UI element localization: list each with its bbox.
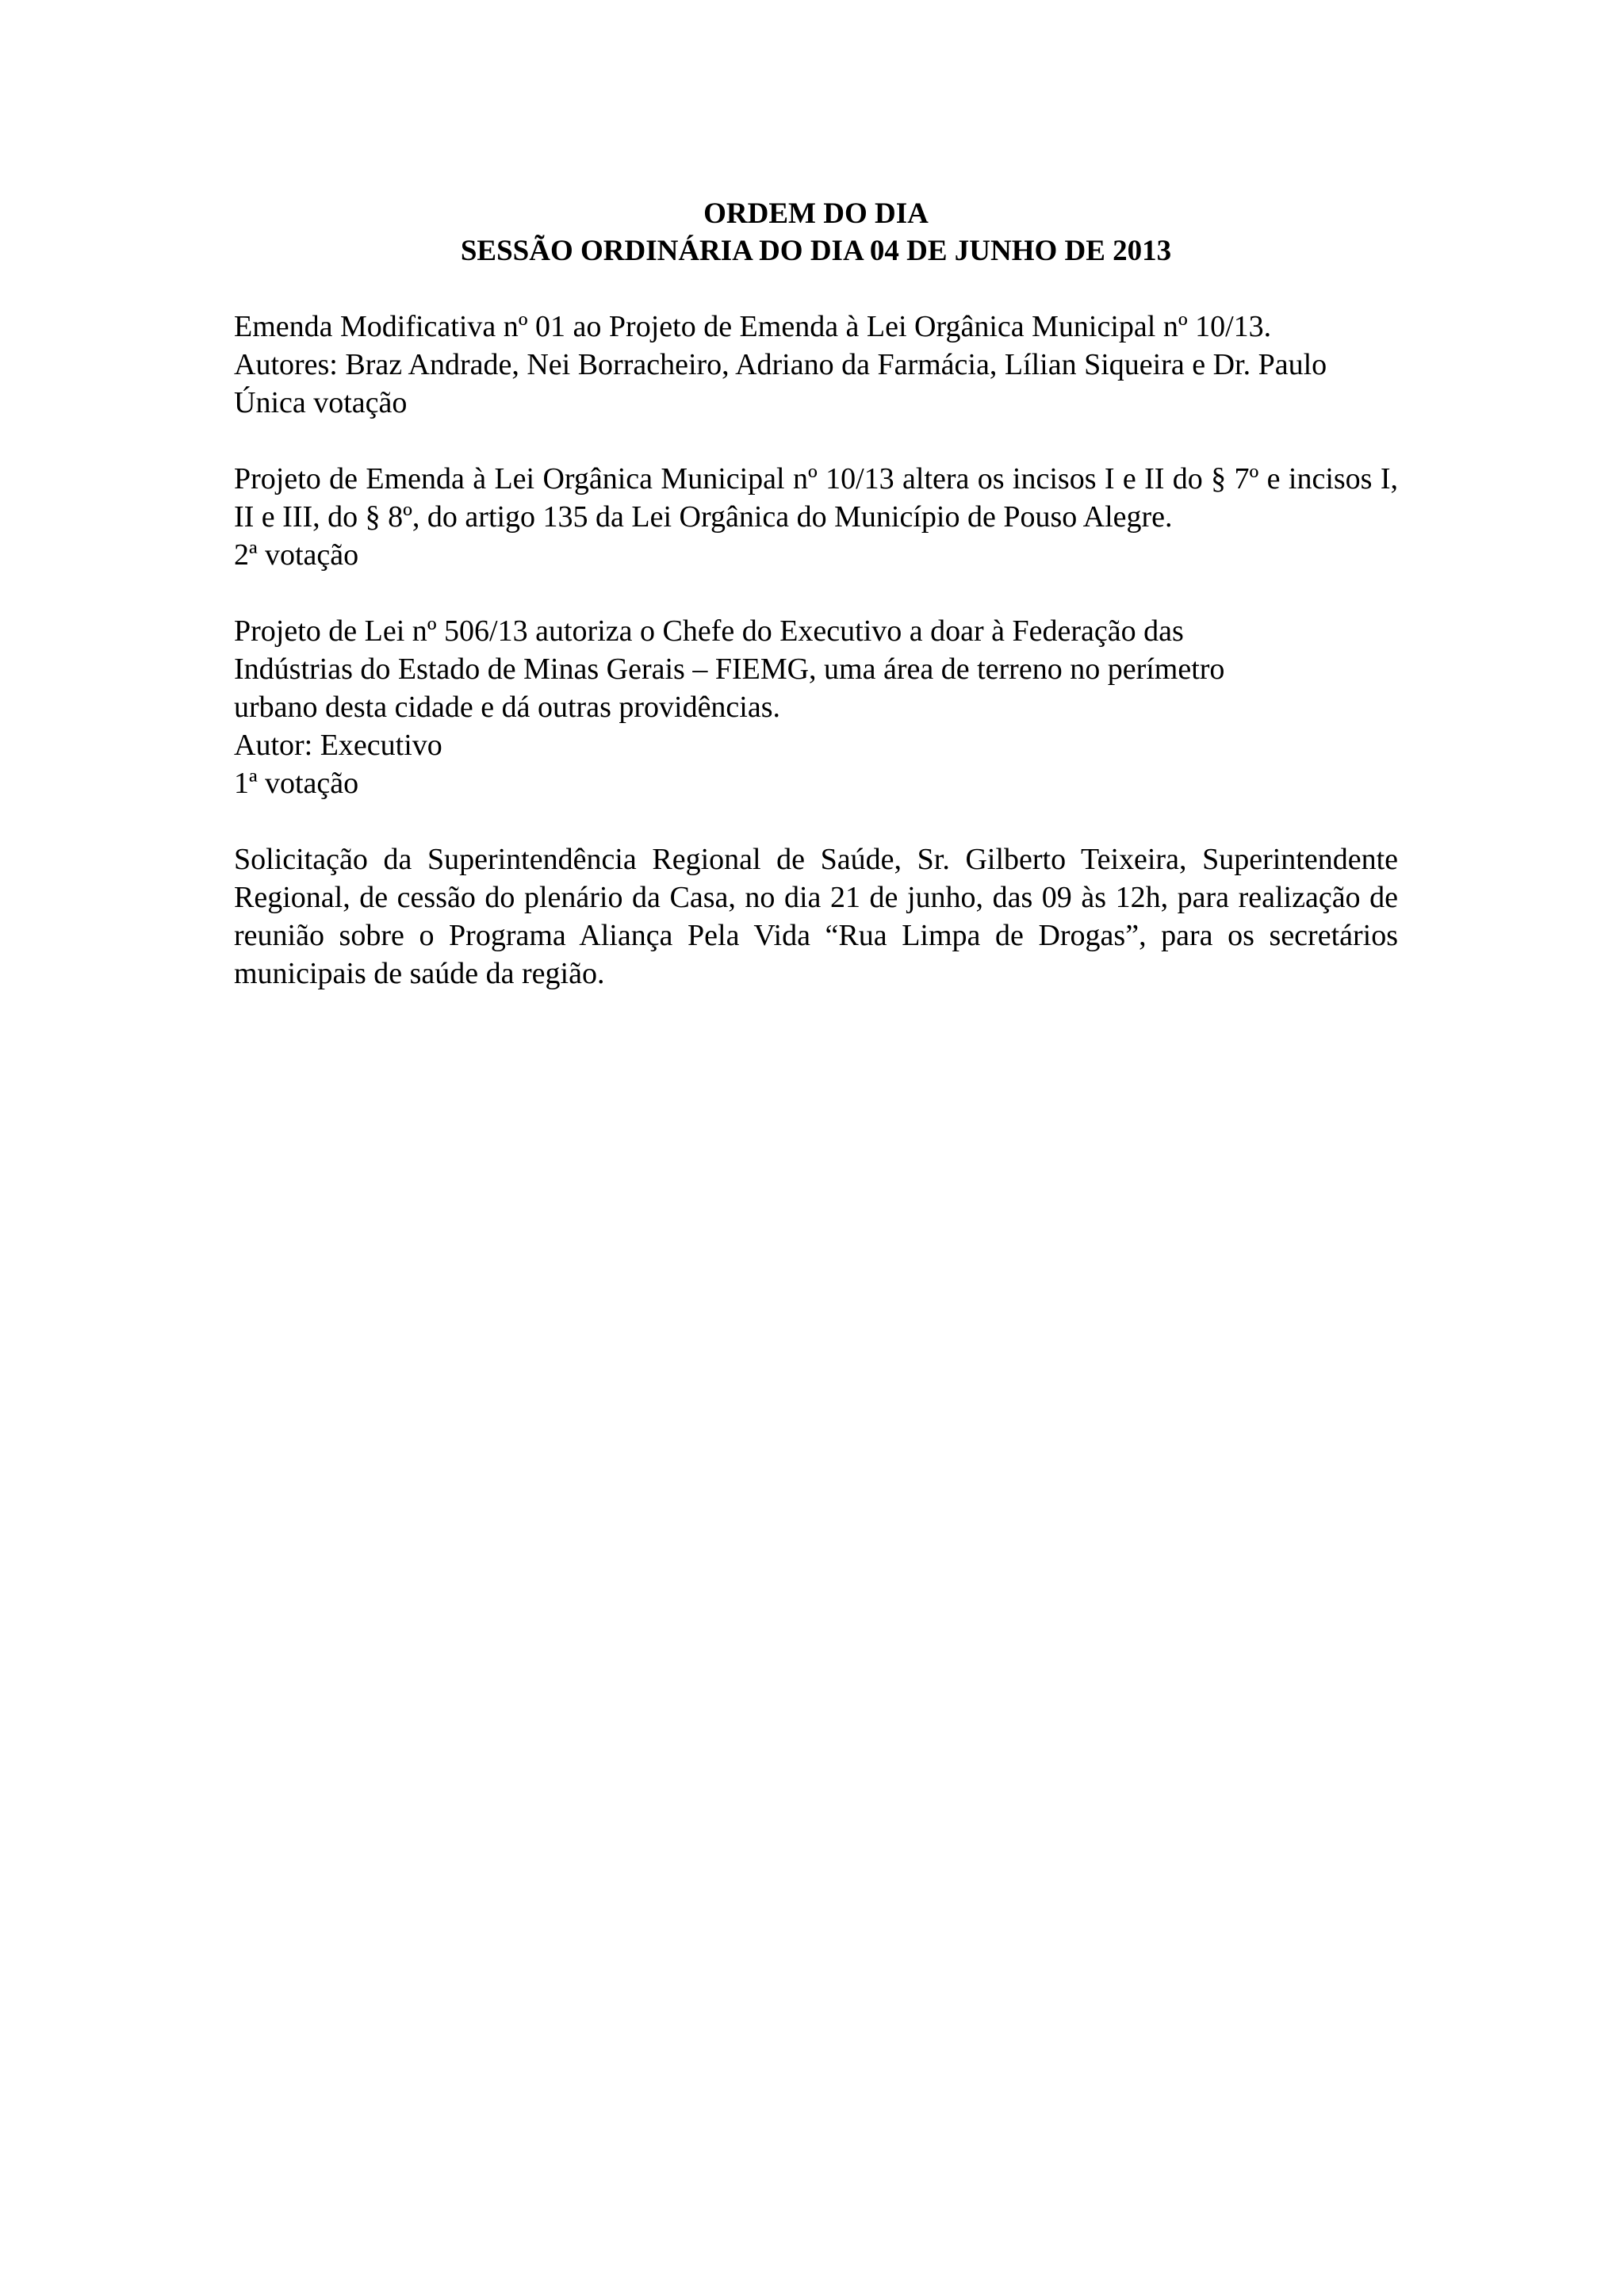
document-heading — [234, 195, 1398, 270]
agenda-item-2 — [234, 460, 1398, 574]
agenda-item-1 — [234, 308, 1398, 422]
agenda-item-1-authors: Autores: Braz Andrade, Nei Borracheiro, Adriano da Farmácia, Lílian Siqueira e Dr. Paulo — [234, 348, 1327, 381]
document-content — [234, 195, 1398, 993]
document-subtitle: SESSÃO ORDINÁRIA DO DIA 04 DE JUNHO DE 2013 — [460, 235, 1172, 267]
agenda-item-3-description — [234, 612, 1398, 726]
agenda-item-4 — [234, 840, 1398, 993]
agenda-item-3-vote: 1ª votação — [234, 767, 359, 800]
agenda-item-3-description-line: Indústrias do Estado de Minas Gerais – FIEMG, uma área de terreno no perímetro — [234, 652, 1225, 686]
agenda-item-3-description-line: Projeto de Lei nº 506/13 autoriza o Chefe do Executivo a doar à Federação das — [234, 614, 1184, 648]
agenda-item-3-authors: Autor: Executivo — [234, 729, 442, 762]
agenda-item-1-description: Emenda Modificativa nº 01 ao Projeto de Emenda à Lei Orgânica Municipal nº 10/13. — [234, 310, 1272, 343]
agenda-item-2-vote: 2ª votação — [234, 538, 359, 572]
document-title: ORDEM DO DIA — [703, 197, 929, 230]
agenda-item-1-vote: Única votação — [234, 386, 408, 419]
agenda-item-3 — [234, 612, 1398, 802]
agenda-item-4-description: Solicitação da Superintendência Regional de Saúde, Sr. Gilberto Teixeira, Superintendente Regional, de cessão do plenário da Casa, no dia 21 de junho, das 09 às 12h, para realização de reunião sobre o Programa Aliança Pela Vida “Rua Limpa de Drogas”, para os secretários municipais de saúde da região. — [234, 843, 1398, 990]
agenda-item-2-description: Projeto de Emenda à Lei Orgânica Municipal nº 10/13 altera os incisos I e II do § 7º e incisos I, II e III, do § 8º, do artigo 135 da Lei Orgânica do Município de Pouso Alegre. — [234, 462, 1398, 534]
agenda-item-3-description-line: urbano desta cidade e dá outras providências. — [234, 691, 781, 724]
